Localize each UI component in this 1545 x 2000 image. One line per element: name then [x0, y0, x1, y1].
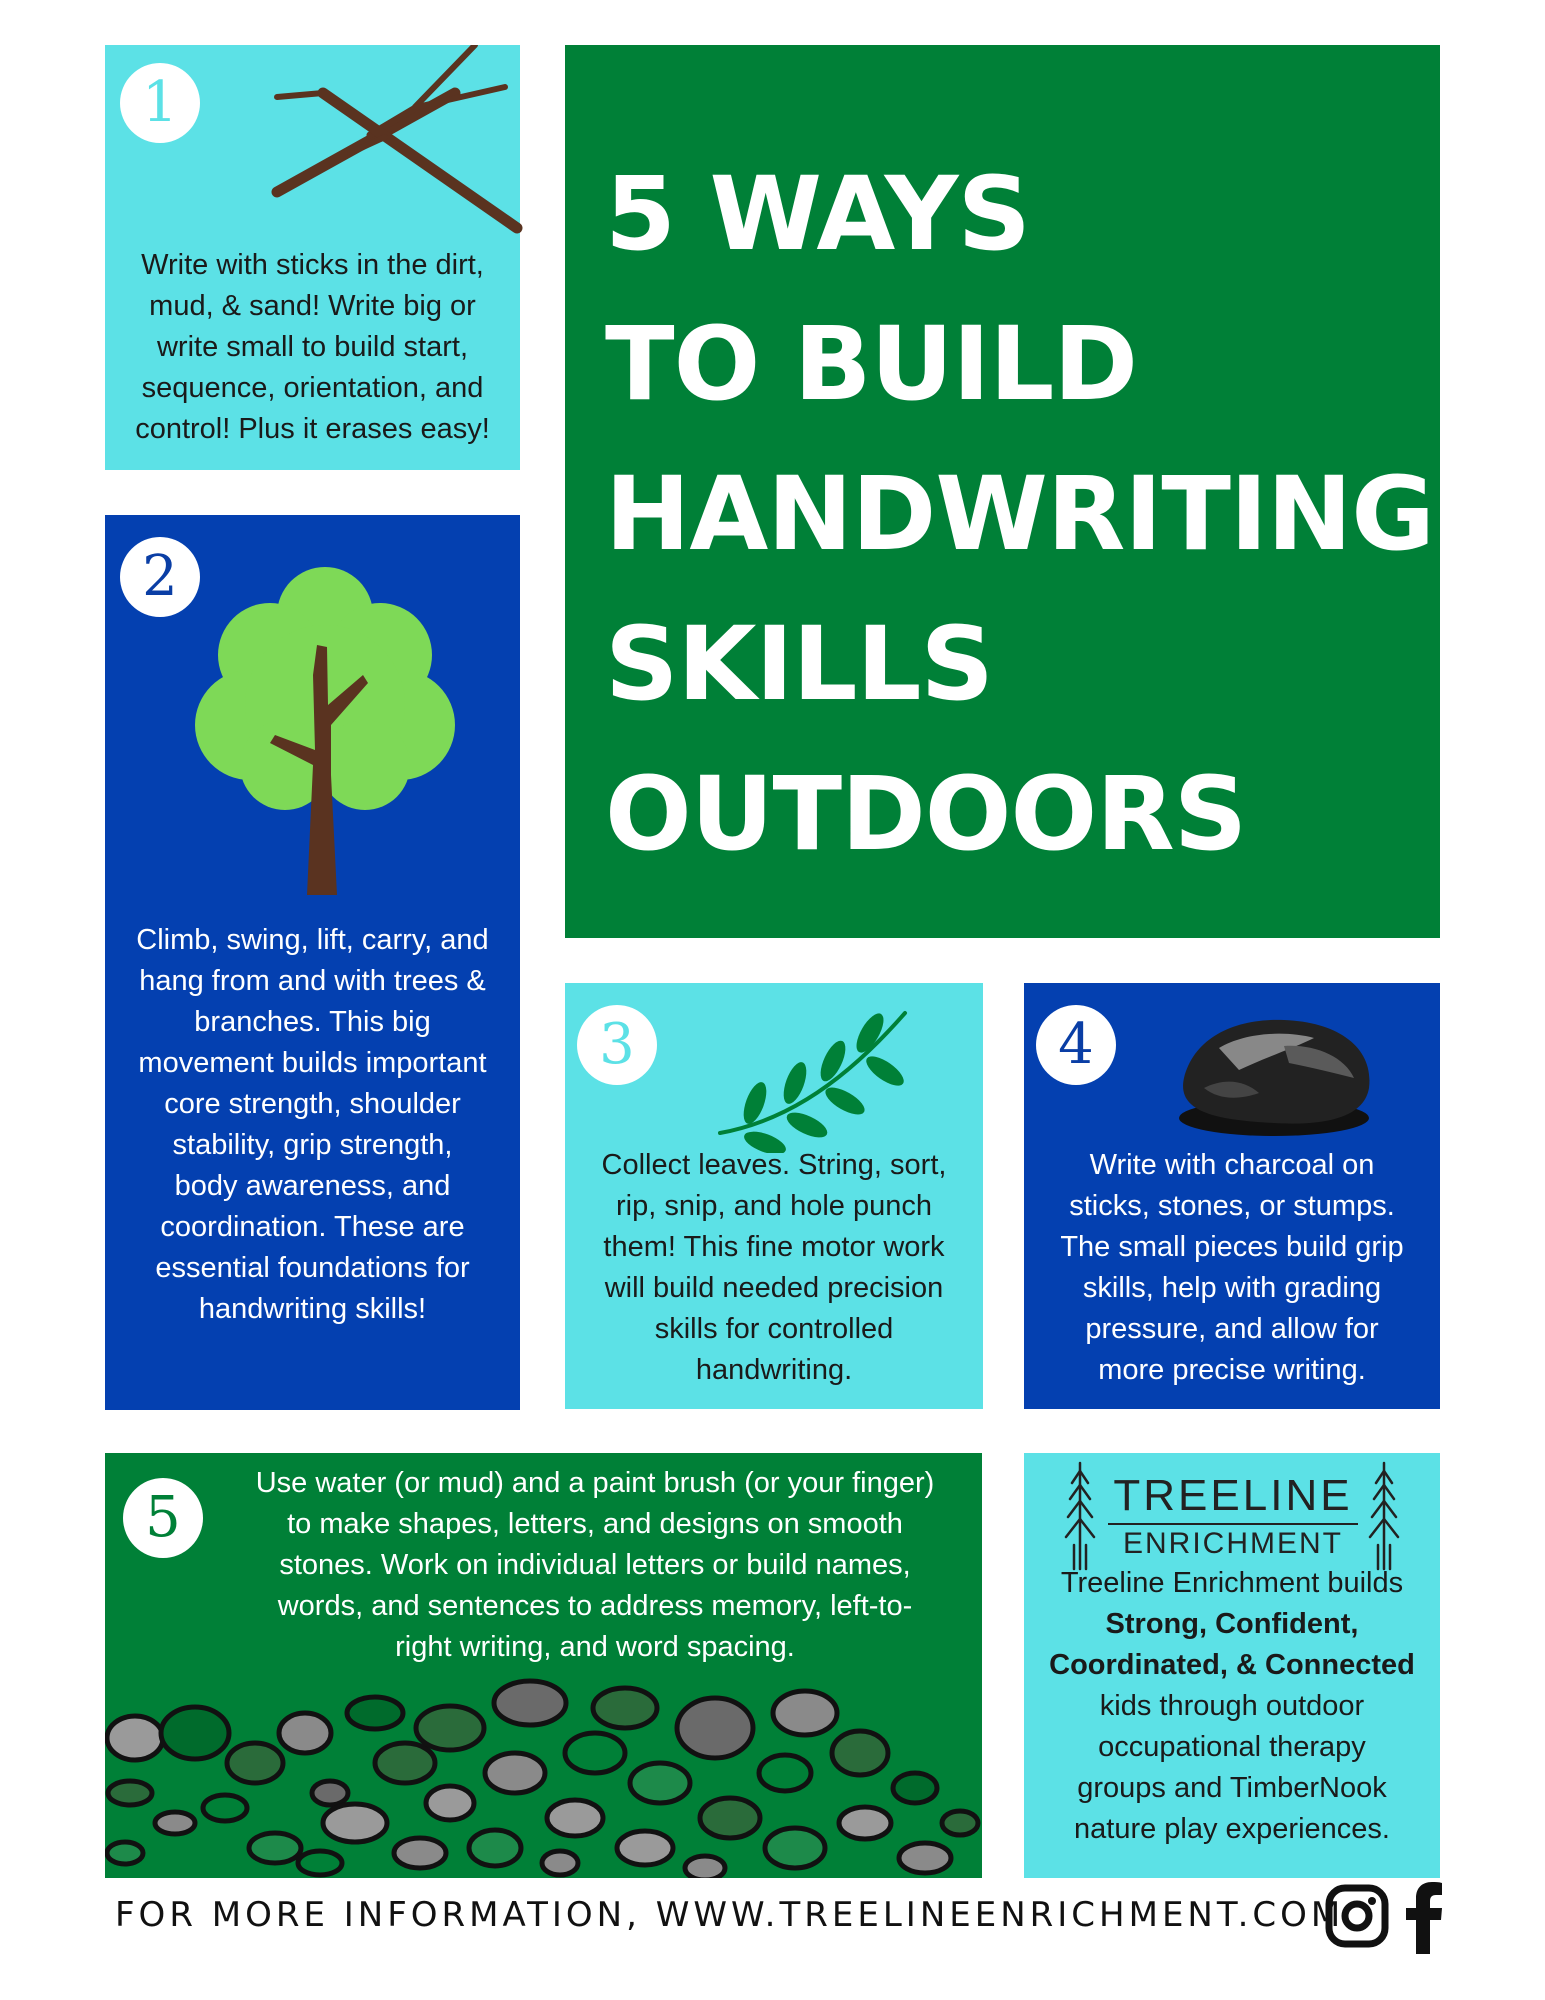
page-title: 5 WAYS TO BUILD HANDWRITING SKILLS OUTDOORS: [605, 155, 1434, 874]
brand-text: Treeline Enrichment builds Strong, Confident, Coordinated, & Connected kids through outdoor occupational therapy groups and TimberNook nature play experiences.: [1049, 1567, 1415, 1845]
brand-panel: [1024, 1453, 1440, 1878]
tip-number-4: 4: [1036, 1005, 1116, 1085]
title-panel: [565, 45, 1440, 938]
tip-number-2: 2: [120, 537, 200, 617]
pine-tree-icon: [1062, 1461, 1098, 1571]
instagram-icon[interactable]: [1325, 1884, 1389, 1948]
tip-text-4: Write with charcoal on sticks, stones, or stumps. The small pieces build grip skills, help with grading pressure, and allow for more precise writing.: [1060, 1149, 1404, 1386]
tip-text-5: Use water (or mud) and a paint brush (or your finger) to make shapes, letters, and designs on smooth stones. Work on individual letters or build names, words, and sentences to address memory, left-to- right writing, and word spacing.: [255, 1467, 935, 1663]
brand-logo: TREELINE ENRICHMENT: [1102, 1473, 1364, 1561]
footer-info: FOR MORE INFORMATION, WWW.TREELINEENRICHMENT.COM: [115, 1895, 1345, 1935]
tip-panel-3: [565, 983, 983, 1409]
charcoal-icon: [1164, 1008, 1384, 1148]
tip-text-1: Write with sticks in the dirt, mud, & sand! Write big or write small to build start, sequence, orientation, and control! Plus it erases easy!: [135, 249, 490, 445]
tip-panel-4: [1024, 983, 1440, 1409]
stones-icon: [105, 1673, 982, 1878]
tree-icon: [195, 555, 455, 895]
tip-panel-1: [105, 45, 520, 470]
tip-number-5: 5: [123, 1478, 203, 1558]
tip-number-1: 1: [120, 63, 200, 143]
facebook-icon[interactable]: [1404, 1880, 1444, 1954]
tip-panel-2: [105, 515, 520, 1410]
tip-text-3: Collect leaves. String, sort, rip, snip, and hole punch them! This fine motor work will build needed precision skills for controlled handwriting.: [601, 1149, 947, 1386]
tip-panel-5: [105, 1453, 982, 1878]
pine-tree-icon: [1366, 1461, 1402, 1571]
tip-number-3: 3: [577, 1005, 657, 1085]
tip-text-2: Climb, swing, lift, carry, and hang from and with trees & branches. This big movement builds important core strength, shoulder stability, grip strength, body awareness, and coordination. These are essential foundations for handwriting skills!: [136, 924, 489, 1325]
stick-icon: [165, 45, 525, 245]
leaf-branch-icon: [715, 993, 915, 1153]
